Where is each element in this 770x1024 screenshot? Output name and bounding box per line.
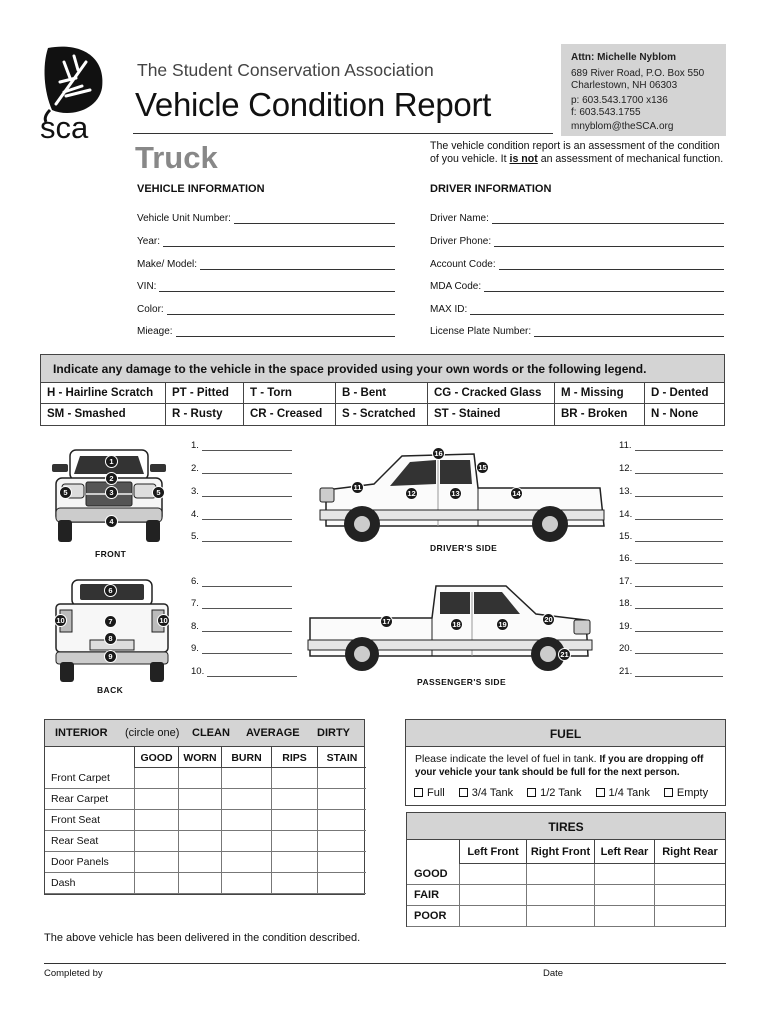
tires-checkbox-cell[interactable] (459, 864, 526, 885)
tires-checkbox-cell[interactable] (526, 885, 594, 906)
damage-line-number: 13. (619, 486, 633, 497)
fuel-option-label: Empty (676, 787, 709, 799)
damage-line (191, 576, 292, 587)
fuel-instructions (415, 753, 720, 779)
interior-column-header: BURN (221, 747, 271, 768)
damage-line-number: 14. (619, 509, 633, 520)
damage-line (619, 509, 723, 520)
legend-cell: D - Dented (651, 387, 709, 399)
marker-badge: 12 (405, 487, 418, 500)
interior-column-header: STAIN (317, 747, 366, 768)
driver-field-row (430, 326, 724, 337)
damage-line-number: 7. (191, 598, 199, 609)
marker-badge: 13 (449, 487, 462, 500)
drivers-side-view-label: DRIVER'S SIDE (430, 543, 498, 553)
marker-badge: 14 (510, 487, 523, 500)
interior-checkbox-cell[interactable] (221, 810, 271, 831)
damage-line-number: 11. (619, 440, 632, 451)
fuel-heading: FUEL (406, 720, 725, 747)
interior-checkbox-cell[interactable] (134, 831, 178, 852)
interior-checkbox-cell[interactable] (317, 873, 366, 894)
marker-badge: 7 (104, 615, 117, 628)
front-view-label: FRONT (95, 549, 127, 559)
damage-line (191, 643, 292, 654)
marker-badge: 5 (59, 486, 72, 499)
damage-line-number: 1. (191, 440, 199, 451)
damage-line (619, 666, 723, 677)
interior-checkbox-cell[interactable] (271, 831, 317, 852)
fuel-option-label: 3/4 Tank (471, 787, 514, 799)
marker-badge: 16 (432, 447, 445, 460)
driver-field-input[interactable] (470, 305, 724, 315)
damage-line (619, 486, 723, 497)
vehicle-field-row (137, 326, 395, 337)
marker-badge: 18 (450, 618, 463, 631)
legend-row-2 (41, 404, 724, 425)
damage-line (619, 440, 723, 451)
interior-circle-one: (circle one) (125, 727, 180, 739)
interior-option-clean[interactable]: CLEAN (192, 727, 230, 739)
vehicle-field-row (137, 213, 395, 224)
marker-badge: 15 (476, 461, 489, 474)
completed-by-label: Completed by (44, 968, 103, 979)
damage-line-number: 19. (619, 621, 633, 632)
marker-badge: 1 (105, 455, 118, 468)
tires-heading: TIRES (407, 813, 725, 840)
vehicle-field-input[interactable] (176, 327, 395, 337)
driver-field-label: License Plate Number: (430, 326, 532, 337)
interior-checkbox-cell[interactable] (221, 873, 271, 894)
damage-line-input[interactable] (635, 465, 723, 474)
vehicle-field-row (137, 281, 395, 292)
interior-row-label: Door Panels (45, 852, 134, 873)
damage-line-input[interactable] (202, 465, 292, 474)
interior-checkbox-cell[interactable] (221, 852, 271, 873)
damage-line-input[interactable] (635, 442, 723, 451)
fuel-option-label: 1/4 Tank (608, 787, 650, 799)
sca-logo (40, 42, 112, 146)
damage-line-number: 17. (619, 576, 633, 587)
damage-line (191, 440, 292, 451)
driver-field-label: Driver Name: (430, 213, 489, 224)
legend-cell: CR - Creased (244, 404, 336, 425)
damage-line-number: 5. (191, 531, 199, 542)
fuel-options (414, 787, 708, 799)
tires-checkbox-cell[interactable] (459, 885, 526, 906)
damage-line-input[interactable] (202, 533, 292, 542)
vehicle-field-label: Color: (137, 304, 164, 315)
interior-column-header: GOOD (134, 747, 178, 768)
driver-field-input[interactable] (499, 260, 724, 270)
interior-checkbox-cell[interactable] (271, 810, 317, 831)
fuel-option-label: Full (427, 787, 445, 799)
damage-line-input[interactable] (202, 442, 292, 451)
interior-checkbox-cell[interactable] (178, 831, 221, 852)
intro-emphasis: is not (509, 153, 538, 165)
damage-line (191, 463, 292, 474)
driver-field-input[interactable] (534, 327, 724, 337)
legend-cell: ST - Stained (428, 404, 555, 425)
tires-row-label: FAIR (407, 885, 459, 906)
logo-text: sca (40, 110, 89, 145)
passengers-side-view-label: PASSENGER'S SIDE (417, 677, 507, 687)
interior-checkbox-cell[interactable] (317, 831, 366, 852)
intro-text (430, 140, 730, 166)
fuel-option[interactable] (414, 787, 445, 799)
legend-cell: CG - Cracked Glass (428, 383, 555, 403)
driver-field-label: MDA Code: (430, 281, 482, 292)
delivery-statement: The above vehicle has been delivered in the condition described. (44, 932, 361, 944)
interior-table (44, 719, 365, 895)
damage-line (619, 643, 723, 654)
interior-checkbox-cell[interactable] (221, 789, 271, 810)
driver-field-label: Account Code: (430, 259, 496, 270)
driver-field-row (430, 236, 724, 247)
vehicle-field-label: Mieage: (137, 326, 173, 337)
interior-row-label: Front Carpet (45, 768, 134, 789)
damage-line-input[interactable] (635, 511, 723, 520)
tires-column-header: Left Rear (594, 840, 654, 864)
tires-column-header: Right Rear (654, 840, 725, 864)
vehicle-field-input[interactable] (200, 260, 395, 270)
tires-checkbox-cell[interactable] (654, 864, 725, 885)
damage-line-input[interactable] (202, 488, 292, 497)
vehicle-type-title: Truck (135, 140, 218, 175)
damage-line-number: 20. (619, 643, 633, 654)
vehicle-field-label: Make/ Model: (137, 259, 198, 270)
legend-cell: T - Torn (244, 383, 336, 403)
legend-cell: PT - Pitted (166, 383, 244, 403)
vehicle-field-row (137, 304, 395, 315)
damage-line (191, 531, 292, 542)
interior-checkbox-cell[interactable] (221, 831, 271, 852)
driver-info-heading: DRIVER INFORMATION (430, 183, 552, 195)
tires-checkbox-cell[interactable] (594, 906, 654, 927)
checkbox-icon[interactable] (527, 788, 536, 797)
contact-attn: Attn: Michelle Nyblom (571, 52, 677, 63)
marker-badge: 10 (54, 614, 67, 627)
interior-checkbox-cell[interactable] (178, 810, 221, 831)
damage-line-number: 4. (191, 509, 199, 520)
interior-checkbox-cell[interactable] (134, 810, 178, 831)
damage-line-number: 2. (191, 463, 199, 474)
fuel-option[interactable] (459, 787, 513, 799)
legend-cell: BR - Broken (555, 404, 645, 425)
driver-field-row (430, 281, 724, 292)
interior-row-label: Front Seat (45, 810, 134, 831)
legend-cell: B - Bent (336, 383, 428, 403)
intro-part-c: an assessment of mechanical function. (537, 153, 724, 165)
vehicle-field-input[interactable] (163, 237, 395, 247)
damage-line-input[interactable] (635, 645, 723, 654)
driver-field-label: MAX ID: (430, 304, 468, 315)
fuel-option-label: 1/2 Tank (540, 787, 582, 799)
interior-checkbox-cell[interactable] (317, 768, 366, 789)
damage-line-input[interactable] (635, 533, 723, 542)
interior-row-label: Dash (45, 873, 134, 894)
interior-checkbox-cell[interactable] (271, 768, 317, 789)
legend-cell: M - Missing (555, 383, 645, 403)
damage-line (191, 509, 292, 520)
checkbox-icon[interactable] (459, 788, 468, 797)
page-title: Vehicle Condition Report (135, 86, 492, 123)
org-name: The Student Conservation Association (137, 60, 434, 80)
interior-checkbox-cell[interactable] (317, 852, 366, 873)
damage-legend (40, 354, 725, 426)
interior-checkbox-cell[interactable] (134, 852, 178, 873)
damage-line-number: 3. (191, 486, 199, 497)
damage-line-input[interactable] (202, 578, 292, 587)
marker-badge: 3 (105, 486, 118, 499)
legend-cell: SM - Smashed (41, 404, 166, 425)
damage-line (619, 463, 723, 474)
damage-line-input[interactable] (635, 623, 723, 632)
interior-checkbox-cell[interactable] (178, 768, 221, 789)
damage-line-input[interactable] (635, 555, 723, 564)
fuel-option[interactable] (527, 787, 581, 799)
damage-line-input[interactable] (635, 668, 723, 677)
contact-address2: Charlestown, NH 06303 (571, 80, 678, 91)
interior-header (45, 720, 364, 747)
damage-line-number: 21. (619, 666, 633, 677)
damage-line-number: 10. (191, 666, 205, 677)
legend-heading: Indicate any damage to the vehicle in the space provided using your own words or the following legend. (41, 355, 724, 383)
marker-badge: 20 (542, 613, 555, 626)
interior-checkbox-cell[interactable] (178, 852, 221, 873)
interior-checkbox-cell[interactable] (178, 789, 221, 810)
back-view-label: BACK (97, 685, 124, 695)
driver-field-input[interactable] (492, 214, 724, 224)
tires-checkbox-cell[interactable] (526, 906, 594, 927)
header-divider (133, 133, 553, 134)
contact-phone: p: 603.543.1700 x136 (571, 95, 668, 106)
interior-checkbox-cell[interactable] (271, 789, 317, 810)
interior-checkbox-cell[interactable] (134, 768, 178, 789)
tires-column-header: Right Front (526, 840, 594, 864)
damage-line-number: 18. (619, 598, 633, 609)
vehicle-field-row (137, 236, 395, 247)
damage-line-number: 16. (619, 553, 633, 564)
contact-address1: 689 River Road, P.O. Box 550 (571, 68, 705, 79)
marker-badge: 5 (152, 486, 165, 499)
fuel-section (405, 719, 726, 806)
damage-line (191, 486, 292, 497)
marker-badge: 17 (380, 615, 393, 628)
marker-badge: 19 (496, 618, 509, 631)
damage-line-input[interactable] (202, 623, 292, 632)
damage-line-input[interactable] (635, 578, 723, 587)
damage-line (191, 621, 292, 632)
tires-checkbox-cell[interactable] (459, 906, 526, 927)
damage-line-number: 6. (191, 576, 199, 587)
damage-line-input[interactable] (202, 645, 292, 654)
legend-cell: R - Rusty (166, 404, 244, 425)
interior-row-label: Rear Seat (45, 831, 134, 852)
checkbox-icon[interactable] (596, 788, 605, 797)
vehicle-info-heading: VEHICLE INFORMATION (137, 183, 265, 195)
vehicle-field-label: Vehicle Unit Number: (137, 213, 231, 224)
driver-field-row (430, 304, 724, 315)
damage-line-input[interactable] (635, 600, 723, 609)
fuel-option[interactable] (596, 787, 650, 799)
marker-badge: 8 (104, 632, 117, 645)
damage-line-input[interactable] (635, 488, 723, 497)
interior-column-header: RIPS (271, 747, 317, 768)
interior-checkbox-cell[interactable] (134, 789, 178, 810)
tires-checkbox-cell[interactable] (526, 864, 594, 885)
date-label: Date (543, 968, 564, 979)
vehicle-field-input[interactable] (234, 214, 395, 224)
contact-email: mnyblom@theSCA.org (571, 121, 674, 132)
damage-line (619, 576, 723, 587)
tires-checkbox-cell[interactable] (654, 906, 725, 927)
driver-field-input[interactable] (494, 237, 724, 247)
tires-checkbox-cell[interactable] (594, 885, 654, 906)
tires-checkbox-cell[interactable] (654, 885, 725, 906)
legend-cell: S - Scratched (336, 404, 428, 425)
damage-line (619, 598, 723, 609)
interior-option-dirty[interactable]: DIRTY (317, 727, 350, 739)
interior-checkbox-cell[interactable] (317, 810, 366, 831)
driver-field-label: Driver Phone: (430, 236, 492, 247)
interior-checkbox-cell[interactable] (178, 873, 221, 894)
marker-badge: 11 (351, 481, 364, 494)
tires-column-header: Left Front (459, 840, 526, 864)
damage-line-number: 8. (191, 621, 199, 632)
interior-heading: INTERIOR (55, 727, 108, 739)
damage-line (619, 553, 723, 564)
marker-badge: 21 (558, 648, 571, 661)
checkbox-icon[interactable] (414, 788, 423, 797)
damage-line-number: 15. (619, 531, 633, 542)
driver-field-row (430, 259, 724, 270)
intro-part-a: The vehicle condition report is an assessment of the condition of you vehicle. It (430, 140, 720, 165)
checkbox-icon[interactable] (664, 788, 673, 797)
damage-line-input[interactable] (202, 511, 292, 520)
interior-checkbox-cell[interactable] (271, 852, 317, 873)
signature-line[interactable] (44, 963, 726, 964)
tires-row-label: GOOD (407, 864, 459, 885)
interior-checkbox-cell[interactable] (134, 873, 178, 894)
vehicle-field-input[interactable] (167, 305, 395, 315)
vehicle-field-row (137, 259, 395, 270)
damage-line-number: 12. (619, 463, 633, 474)
contact-box (561, 44, 726, 136)
legend-cell: N - None (651, 408, 699, 420)
marker-badge: 4 (105, 515, 118, 528)
contact-fax: f: 603.543.1755 (571, 107, 641, 118)
tires-section (406, 812, 726, 927)
driver-field-input[interactable] (484, 282, 724, 292)
legend-row-1 (41, 383, 724, 404)
tires-checkbox-cell[interactable] (594, 864, 654, 885)
driver-field-row (430, 213, 724, 224)
marker-badge: 2 (105, 472, 118, 485)
vehicle-field-label: VIN: (137, 281, 157, 292)
interior-checkbox-cell[interactable] (271, 873, 317, 894)
interior-column-header: WORN (178, 747, 221, 768)
vehicle-field-input[interactable] (159, 282, 395, 292)
damage-line (191, 598, 292, 609)
vehicle-field-label: Year: (137, 236, 160, 247)
interior-checkbox-cell[interactable] (221, 768, 271, 789)
marker-badge: 10 (157, 614, 170, 627)
damage-line (619, 531, 723, 542)
interior-row-label: Rear Carpet (45, 789, 134, 810)
tires-row-label: POOR (407, 906, 459, 927)
marker-badge: 9 (104, 650, 117, 663)
fuel-text: Please indicate the level of fuel in tank. (415, 753, 600, 765)
damage-line (619, 621, 723, 632)
interior-checkbox-cell[interactable] (317, 789, 366, 810)
damage-line-input[interactable] (202, 600, 292, 609)
interior-option-average[interactable]: AVERAGE (246, 727, 300, 739)
fuel-option[interactable] (664, 787, 708, 799)
marker-badge: 6 (104, 584, 117, 597)
legend-cell: H - Hairline Scratch (41, 383, 166, 403)
truck-driver-side-illustration (318, 448, 608, 544)
damage-line-input[interactable] (207, 668, 297, 677)
fuel-text-bold: If you are dropping off your vehicle your tank should be full for the next person. (415, 754, 704, 778)
damage-line-number: 9. (191, 643, 199, 654)
damage-line (191, 666, 297, 677)
